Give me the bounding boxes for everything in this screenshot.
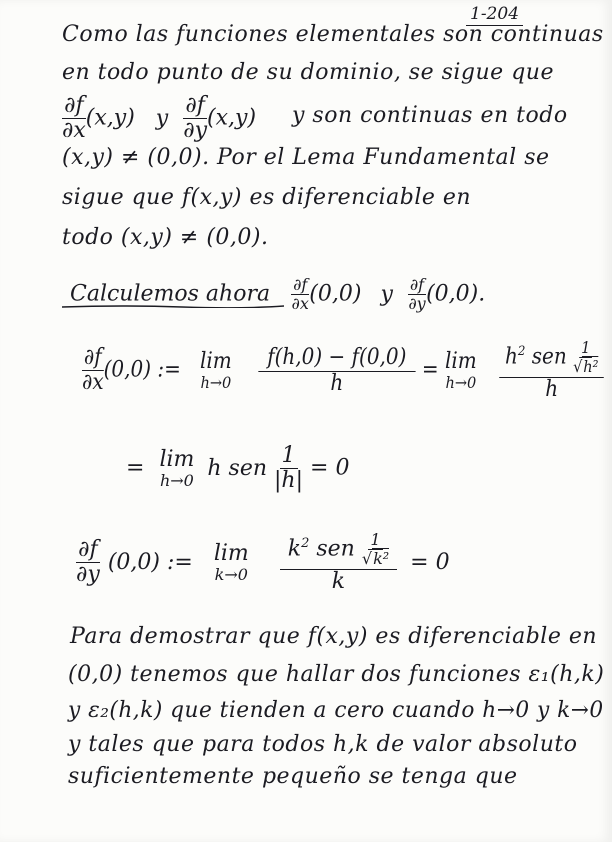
partial-x-arg: (x,y)	[85, 105, 135, 131]
equation-limit-result: = lim h→0 h sen $\frac{1}{|h|}$ = 0	[126, 443, 350, 493]
partials-line	[62, 95, 256, 142]
text-line-3: y son continuas en todo	[292, 103, 568, 128]
text-line-1: Como las funciones elementales son continuas	[62, 22, 604, 47]
eq1-lhs-fraction: $\frac{\partial f}{\partial x}$	[82, 345, 104, 395]
text-line-10: y tales que para todos h,k de valor absoluto	[68, 732, 578, 757]
partial-y-fraction: $\frac{\partial f}{\partial y}$	[183, 93, 208, 143]
text-line-4: (x,y) ≠ (0,0). Por el Lema Fundamental se	[62, 145, 550, 170]
section-title: Calculemos ahora $\frac{\partial f}{\partial x}$ (0,0) y $\frac{\partial f}{\partial y}$ (0,0).	[70, 275, 486, 313]
eq3-limit: lim k→0	[213, 540, 249, 584]
equation-partial-y: $\frac{\partial f}{\partial y}$ (0,0) := lim k→0 $k^2$ sen $\frac{1}{\text{√k²}}$ k = 0	[76, 530, 450, 594]
text-line-8: (0,0) tenemos que hallar dos funciones ε₁(h,k)	[68, 662, 605, 687]
title-underline	[62, 305, 284, 308]
text-line-2: en todo punto de su dominio, se sigue que	[62, 60, 554, 85]
title-partial-x: $\frac{\partial f}{\partial x}$	[291, 275, 309, 313]
page-number: 1-204	[466, 4, 523, 26]
text-line-7: Para demostrar que f(x,y) es diferenciable en	[70, 624, 598, 649]
eq3-lhs-fraction: $\frac{\partial f}{\partial y}$	[76, 537, 100, 587]
text-line-6: todo (x,y) ≠ (0,0).	[62, 225, 269, 250]
eq2-fraction: $\frac{1}{|h|}$	[274, 443, 304, 493]
eq2-limit: lim h→0	[159, 446, 195, 490]
eq1-difference-quotient: $\frac{f(h,0) - f(0,0)}{h}$	[258, 347, 415, 395]
equation-partial-x: $\frac{\partial f}{\partial x}$ (0,0) := lim h→0 $\frac{f(h,0) - f(0,0)}{h}$ = lim h→0 $h^2$ sen $\frac{1}{\text{√h²}}$ h	[82, 340, 604, 401]
text-line-11: suficientemente pequeño se tenga que	[68, 764, 518, 789]
partial-x-fraction: $\frac{\partial f}{\partial x}$	[62, 93, 86, 143]
text-line-9: y ε₂(h,k) que tienden a cero cuando h→0 y k→0	[68, 698, 604, 723]
text-line-5: sigue que f(x,y) es diferenciable en	[62, 185, 472, 210]
title-partial-y: $\frac{\partial f}{\partial y}$	[408, 275, 426, 313]
partial-y-arg: (x,y)	[207, 105, 257, 131]
and-word: y	[155, 105, 169, 131]
eq1-limit: lim h→0	[199, 348, 232, 392]
eq1-expression: $h^2$ sen $\frac{1}{\text{√h²}}$ h	[500, 340, 604, 401]
eq1-limit-2: lim h→0	[445, 348, 477, 392]
eq3-expression: $k^2$ sen $\frac{1}{\text{√k²}}$ k	[280, 532, 397, 593]
